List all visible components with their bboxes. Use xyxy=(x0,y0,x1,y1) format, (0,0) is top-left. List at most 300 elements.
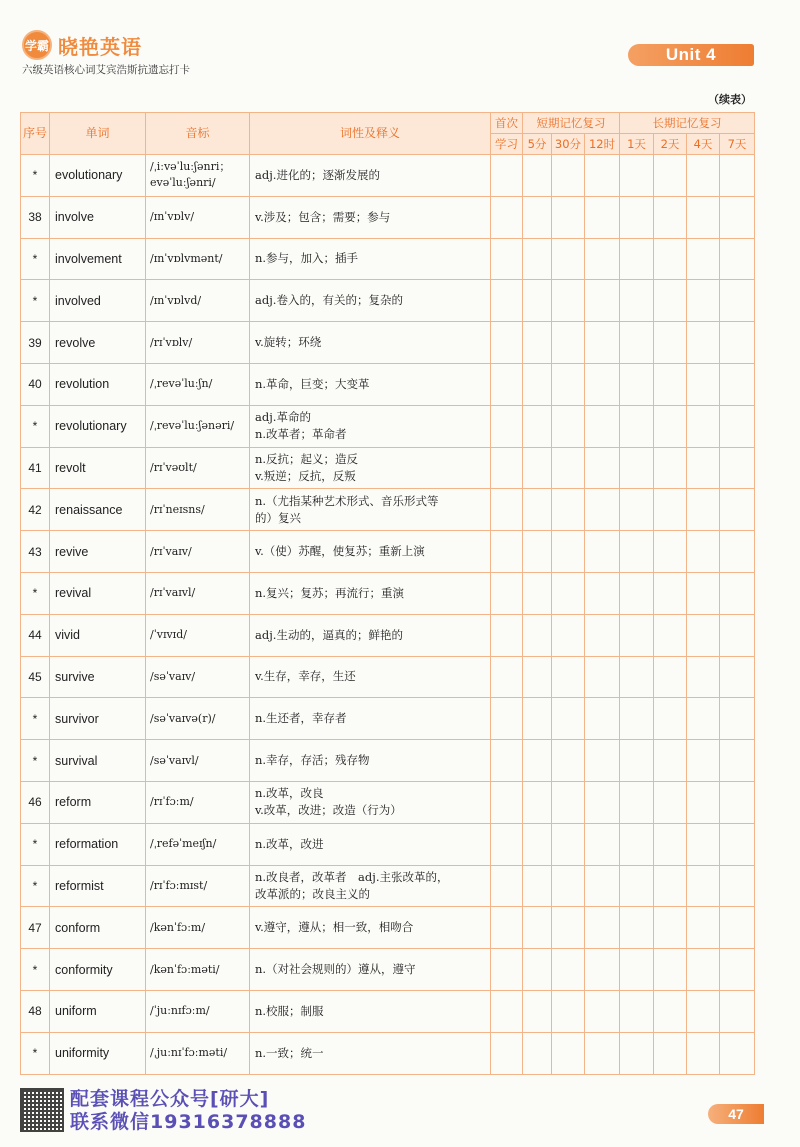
table-row xyxy=(21,238,755,280)
review-checkbox-cell[interactable] xyxy=(523,781,552,823)
row-phonetic xyxy=(146,907,250,949)
phonetic-line: /ˈvɪvɪd/ xyxy=(150,628,187,642)
footer-promo xyxy=(70,1088,306,1134)
brand-logo: 学霸 xyxy=(22,30,52,60)
row-definition xyxy=(250,1032,491,1074)
row-number: * xyxy=(21,238,50,280)
review-checkbox-cell[interactable] xyxy=(720,823,755,865)
review-checkbox-cell[interactable] xyxy=(687,531,720,573)
review-checkbox-cell[interactable] xyxy=(654,572,687,614)
review-checkbox-cell[interactable] xyxy=(720,322,755,364)
header-long-col: 7天 xyxy=(720,134,755,155)
review-checkbox-cell[interactable] xyxy=(523,489,552,531)
review-checkbox-cell[interactable] xyxy=(720,614,755,656)
review-checkbox-cell[interactable] xyxy=(687,865,720,907)
table-row xyxy=(21,740,755,782)
review-checkbox-cell[interactable] xyxy=(523,907,552,949)
row-definition xyxy=(250,740,491,782)
phonetic-line: /rɪˈfɔːm/ xyxy=(150,795,194,809)
phonetic-line: /ˈjuːnɪfɔːm/ xyxy=(150,1004,210,1018)
row-phonetic xyxy=(146,405,250,447)
review-checkbox-cell[interactable] xyxy=(654,196,687,238)
row-definition xyxy=(250,531,491,573)
review-checkbox-cell[interactable] xyxy=(552,740,585,782)
review-checkbox-cell[interactable] xyxy=(523,823,552,865)
row-number: * xyxy=(21,865,50,907)
row-number: * xyxy=(21,155,50,197)
review-checkbox-cell[interactable] xyxy=(620,572,654,614)
row-definition xyxy=(250,572,491,614)
table-row xyxy=(21,614,755,656)
table-row xyxy=(21,531,755,573)
review-checkbox-cell[interactable] xyxy=(523,698,552,740)
review-checkbox-cell[interactable] xyxy=(620,949,654,991)
review-checkbox-cell[interactable] xyxy=(620,907,654,949)
review-checkbox-cell[interactable] xyxy=(552,990,585,1032)
review-checkbox-cell[interactable] xyxy=(585,489,620,531)
review-checkbox-cell[interactable] xyxy=(654,489,687,531)
header-short-col: 30分 xyxy=(552,134,585,155)
row-definition xyxy=(250,865,491,907)
review-checkbox-cell[interactable] xyxy=(585,322,620,364)
definition-line: 改革派的；改良主义的 xyxy=(255,886,370,901)
review-checkbox-cell[interactable] xyxy=(654,656,687,698)
row-word: involved xyxy=(50,280,146,322)
header-long-col: 4天 xyxy=(687,134,720,155)
phonetic-line: /ˌrevəˈluːʃn/ xyxy=(150,377,213,391)
review-checkbox-cell[interactable] xyxy=(552,698,585,740)
row-phonetic xyxy=(146,238,250,280)
review-checkbox-cell[interactable] xyxy=(687,823,720,865)
row-number: * xyxy=(21,280,50,322)
review-checkbox-cell[interactable] xyxy=(687,363,720,405)
row-phonetic xyxy=(146,614,250,656)
row-phonetic xyxy=(146,865,250,907)
row-definition xyxy=(250,238,491,280)
review-checkbox-cell[interactable] xyxy=(654,238,687,280)
review-checkbox-cell[interactable] xyxy=(491,990,523,1032)
review-checkbox-cell[interactable] xyxy=(585,990,620,1032)
review-checkbox-cell[interactable] xyxy=(654,781,687,823)
definition-line: n.参与，加入；插手 xyxy=(255,251,359,266)
review-checkbox-cell[interactable] xyxy=(523,1032,552,1074)
review-checkbox-cell[interactable] xyxy=(687,949,720,991)
review-checkbox-cell[interactable] xyxy=(585,238,620,280)
review-checkbox-cell[interactable] xyxy=(552,196,585,238)
review-checkbox-cell[interactable] xyxy=(523,949,552,991)
review-checkbox-cell[interactable] xyxy=(720,280,755,322)
review-checkbox-cell[interactable] xyxy=(654,280,687,322)
review-checkbox-cell[interactable] xyxy=(491,155,523,197)
review-checkbox-cell[interactable] xyxy=(523,990,552,1032)
review-checkbox-cell[interactable] xyxy=(552,363,585,405)
continued-note: （续表） xyxy=(708,93,752,106)
review-checkbox-cell[interactable] xyxy=(654,614,687,656)
row-word: involvement xyxy=(50,238,146,280)
phonetic-line: /səˈvaɪvə(r)/ xyxy=(150,711,216,725)
review-checkbox-cell[interactable] xyxy=(552,405,585,447)
row-word: survival xyxy=(50,740,146,782)
row-definition xyxy=(250,614,491,656)
brand xyxy=(22,30,142,60)
header-long-col: 1天 xyxy=(620,134,654,155)
review-checkbox-cell[interactable] xyxy=(654,990,687,1032)
review-checkbox-cell[interactable] xyxy=(720,907,755,949)
review-checkbox-cell[interactable] xyxy=(491,614,523,656)
phonetic-line: /ˌrefəˈmeɪʃn/ xyxy=(150,837,217,851)
review-checkbox-cell[interactable] xyxy=(491,823,523,865)
review-checkbox-cell[interactable] xyxy=(687,405,720,447)
header-first-study-b: 学习 xyxy=(491,134,523,155)
review-checkbox-cell[interactable] xyxy=(687,196,720,238)
review-checkbox-cell[interactable] xyxy=(654,155,687,197)
review-checkbox-cell[interactable] xyxy=(523,405,552,447)
review-checkbox-cell[interactable] xyxy=(552,823,585,865)
review-checkbox-cell[interactable] xyxy=(687,907,720,949)
row-definition xyxy=(250,949,491,991)
review-checkbox-cell[interactable] xyxy=(720,572,755,614)
row-number: 44 xyxy=(21,614,50,656)
table-row xyxy=(21,990,755,1032)
review-checkbox-cell[interactable] xyxy=(720,447,755,489)
review-checkbox-cell[interactable] xyxy=(720,405,755,447)
phonetic-line: /ɪnˈvɒlv/ xyxy=(150,210,195,224)
table-row xyxy=(21,405,755,447)
review-checkbox-cell[interactable] xyxy=(552,865,585,907)
review-checkbox-cell[interactable] xyxy=(552,155,585,197)
row-word: revolutionary xyxy=(50,405,146,447)
review-checkbox-cell[interactable] xyxy=(491,405,523,447)
review-checkbox-cell[interactable] xyxy=(687,781,720,823)
row-number: 39 xyxy=(21,322,50,364)
review-checkbox-cell[interactable] xyxy=(687,322,720,364)
review-checkbox-cell[interactable] xyxy=(687,990,720,1032)
review-checkbox-cell[interactable] xyxy=(654,447,687,489)
review-checkbox-cell[interactable] xyxy=(491,572,523,614)
row-phonetic xyxy=(146,949,250,991)
review-checkbox-cell[interactable] xyxy=(687,572,720,614)
row-number: 47 xyxy=(21,907,50,949)
review-checkbox-cell[interactable] xyxy=(491,363,523,405)
row-word: revolve xyxy=(50,322,146,364)
review-checkbox-cell[interactable] xyxy=(720,155,755,197)
review-checkbox-cell[interactable] xyxy=(552,572,585,614)
review-checkbox-cell[interactable] xyxy=(654,949,687,991)
row-phonetic xyxy=(146,489,250,531)
review-checkbox-cell[interactable] xyxy=(687,698,720,740)
review-checkbox-cell[interactable] xyxy=(620,990,654,1032)
review-checkbox-cell[interactable] xyxy=(523,531,552,573)
review-checkbox-cell[interactable] xyxy=(491,322,523,364)
definition-line: n.校服；制服 xyxy=(255,1003,324,1018)
review-checkbox-cell[interactable] xyxy=(687,489,720,531)
row-phonetic xyxy=(146,155,250,197)
table-row xyxy=(21,363,755,405)
row-phonetic xyxy=(146,447,250,489)
row-definition xyxy=(250,447,491,489)
review-checkbox-cell[interactable] xyxy=(523,280,552,322)
review-checkbox-cell[interactable] xyxy=(720,1032,755,1074)
review-checkbox-cell[interactable] xyxy=(585,572,620,614)
header-word: 单词 xyxy=(50,113,146,155)
review-checkbox-cell[interactable] xyxy=(585,865,620,907)
review-checkbox-cell[interactable] xyxy=(720,656,755,698)
review-checkbox-cell[interactable] xyxy=(720,949,755,991)
table-row xyxy=(21,155,755,197)
review-checkbox-cell[interactable] xyxy=(654,865,687,907)
definition-line: n.（尤指某种艺术形式、音乐形式等 xyxy=(255,493,439,508)
row-phonetic xyxy=(146,196,250,238)
vocab-table xyxy=(20,112,755,1075)
footer-line-2: 联系微信19316378888 xyxy=(70,1111,307,1133)
phonetic-line: /kənˈfɔːməti/ xyxy=(150,962,220,976)
row-word: involve xyxy=(50,196,146,238)
header-long-col: 2天 xyxy=(654,134,687,155)
review-checkbox-cell[interactable] xyxy=(491,489,523,531)
review-checkbox-cell[interactable] xyxy=(552,781,585,823)
review-checkbox-cell[interactable] xyxy=(585,405,620,447)
phonetic-line: /rɪˈvɒlv/ xyxy=(150,335,193,349)
phonetic-line: /ɪnˈvɒlvmənt/ xyxy=(150,252,223,266)
review-checkbox-cell[interactable] xyxy=(620,489,654,531)
row-word: revolt xyxy=(50,447,146,489)
row-word: renaissance xyxy=(50,489,146,531)
definition-line: n.复兴；复苏；再流行；重演 xyxy=(255,585,405,600)
review-checkbox-cell[interactable] xyxy=(654,907,687,949)
table-row xyxy=(21,865,755,907)
review-checkbox-cell[interactable] xyxy=(552,907,585,949)
row-phonetic xyxy=(146,280,250,322)
row-number: 46 xyxy=(21,781,50,823)
review-checkbox-cell[interactable] xyxy=(654,740,687,782)
review-checkbox-cell[interactable] xyxy=(687,447,720,489)
row-word: reformist xyxy=(50,865,146,907)
phonetic-line: /rɪˈvaɪv/ xyxy=(150,544,192,558)
review-checkbox-cell[interactable] xyxy=(620,740,654,782)
review-checkbox-cell[interactable] xyxy=(491,907,523,949)
review-checkbox-cell[interactable] xyxy=(620,155,654,197)
review-checkbox-cell[interactable] xyxy=(491,865,523,907)
review-checkbox-cell[interactable] xyxy=(491,781,523,823)
row-number: * xyxy=(21,698,50,740)
review-checkbox-cell[interactable] xyxy=(491,238,523,280)
review-checkbox-cell[interactable] xyxy=(523,865,552,907)
review-checkbox-cell[interactable] xyxy=(523,656,552,698)
definition-line: v.（使）苏醒，使复苏；重新上演 xyxy=(255,543,425,558)
review-checkbox-cell[interactable] xyxy=(687,614,720,656)
review-checkbox-cell[interactable] xyxy=(585,823,620,865)
review-checkbox-cell[interactable] xyxy=(585,614,620,656)
review-checkbox-cell[interactable] xyxy=(491,280,523,322)
row-phonetic xyxy=(146,572,250,614)
review-checkbox-cell[interactable] xyxy=(687,155,720,197)
header-no: 序号 xyxy=(21,113,50,155)
review-checkbox-cell[interactable] xyxy=(585,280,620,322)
review-checkbox-cell[interactable] xyxy=(620,447,654,489)
review-checkbox-cell[interactable] xyxy=(491,698,523,740)
review-checkbox-cell[interactable] xyxy=(585,155,620,197)
review-checkbox-cell[interactable] xyxy=(585,781,620,823)
review-checkbox-cell[interactable] xyxy=(523,740,552,782)
review-checkbox-cell[interactable] xyxy=(523,363,552,405)
definition-line: n.幸存，存活；残存物 xyxy=(255,752,370,767)
footer-line-1: 配套课程公众号[研大] xyxy=(70,1088,270,1110)
review-checkbox-cell[interactable] xyxy=(620,196,654,238)
definition-line: 的）复兴 xyxy=(255,510,301,525)
review-checkbox-cell[interactable] xyxy=(620,531,654,573)
review-checkbox-cell[interactable] xyxy=(720,781,755,823)
review-checkbox-cell[interactable] xyxy=(552,489,585,531)
definition-line: v.叛逆；反抗，反叛 xyxy=(255,468,356,483)
review-checkbox-cell[interactable] xyxy=(552,1032,585,1074)
review-checkbox-cell[interactable] xyxy=(654,363,687,405)
review-checkbox-cell[interactable] xyxy=(620,322,654,364)
review-checkbox-cell[interactable] xyxy=(552,322,585,364)
review-checkbox-cell[interactable] xyxy=(491,447,523,489)
review-checkbox-cell[interactable] xyxy=(585,907,620,949)
row-number: * xyxy=(21,740,50,782)
row-phonetic xyxy=(146,823,250,865)
review-checkbox-cell[interactable] xyxy=(552,614,585,656)
definition-line: v.涉及；包含；需要；参与 xyxy=(255,209,391,224)
table-row xyxy=(21,656,755,698)
review-checkbox-cell[interactable] xyxy=(620,280,654,322)
review-checkbox-cell[interactable] xyxy=(552,949,585,991)
review-checkbox-cell[interactable] xyxy=(720,865,755,907)
phonetic-line: /kənˈfɔːm/ xyxy=(150,920,206,934)
definition-line: adj.卷入的，有关的；复杂的 xyxy=(255,293,403,308)
review-checkbox-cell[interactable] xyxy=(552,447,585,489)
review-checkbox-cell[interactable] xyxy=(687,740,720,782)
review-checkbox-cell[interactable] xyxy=(491,196,523,238)
review-checkbox-cell[interactable] xyxy=(654,531,687,573)
row-definition xyxy=(250,823,491,865)
review-checkbox-cell[interactable] xyxy=(687,238,720,280)
review-checkbox-cell[interactable] xyxy=(491,1032,523,1074)
row-definition xyxy=(250,781,491,823)
review-checkbox-cell[interactable] xyxy=(585,363,620,405)
review-checkbox-cell[interactable] xyxy=(620,781,654,823)
review-checkbox-cell[interactable] xyxy=(654,823,687,865)
table-row xyxy=(21,572,755,614)
review-checkbox-cell[interactable] xyxy=(523,447,552,489)
review-checkbox-cell[interactable] xyxy=(552,238,585,280)
table-row xyxy=(21,698,755,740)
review-checkbox-cell[interactable] xyxy=(620,823,654,865)
phonetic-line: /ˌrevəˈluːʃənəri/ xyxy=(150,419,235,433)
row-definition xyxy=(250,363,491,405)
review-checkbox-cell[interactable] xyxy=(552,280,585,322)
table-row xyxy=(21,196,755,238)
review-checkbox-cell[interactable] xyxy=(585,1032,620,1074)
row-phonetic xyxy=(146,531,250,573)
review-checkbox-cell[interactable] xyxy=(687,280,720,322)
review-checkbox-cell[interactable] xyxy=(585,447,620,489)
row-word: conformity xyxy=(50,949,146,991)
row-definition xyxy=(250,196,491,238)
review-checkbox-cell[interactable] xyxy=(585,656,620,698)
review-checkbox-cell[interactable] xyxy=(491,531,523,573)
review-checkbox-cell[interactable] xyxy=(654,1032,687,1074)
row-word: uniformity xyxy=(50,1032,146,1074)
review-checkbox-cell[interactable] xyxy=(654,405,687,447)
row-definition xyxy=(250,155,491,197)
review-checkbox-cell[interactable] xyxy=(687,1032,720,1074)
review-checkbox-cell[interactable] xyxy=(620,1032,654,1074)
review-checkbox-cell[interactable] xyxy=(523,155,552,197)
review-checkbox-cell[interactable] xyxy=(720,489,755,531)
row-definition xyxy=(250,280,491,322)
review-checkbox-cell[interactable] xyxy=(523,238,552,280)
row-number: 48 xyxy=(21,990,50,1032)
review-checkbox-cell[interactable] xyxy=(620,865,654,907)
review-checkbox-cell[interactable] xyxy=(523,196,552,238)
row-definition xyxy=(250,489,491,531)
review-checkbox-cell[interactable] xyxy=(585,740,620,782)
review-checkbox-cell[interactable] xyxy=(491,740,523,782)
review-checkbox-cell[interactable] xyxy=(585,698,620,740)
review-checkbox-cell[interactable] xyxy=(620,363,654,405)
row-definition xyxy=(250,322,491,364)
header-phonetic: 音标 xyxy=(146,113,250,155)
review-checkbox-cell[interactable] xyxy=(720,698,755,740)
review-checkbox-cell[interactable] xyxy=(654,322,687,364)
review-checkbox-cell[interactable] xyxy=(585,196,620,238)
review-checkbox-cell[interactable] xyxy=(720,740,755,782)
review-checkbox-cell[interactable] xyxy=(720,531,755,573)
review-checkbox-cell[interactable] xyxy=(620,698,654,740)
row-phonetic xyxy=(146,781,250,823)
definition-line: adj.进化的；逐渐发展的 xyxy=(255,167,380,182)
row-word: uniform xyxy=(50,990,146,1032)
review-checkbox-cell[interactable] xyxy=(620,238,654,280)
table-row xyxy=(21,823,755,865)
review-checkbox-cell[interactable] xyxy=(491,656,523,698)
review-checkbox-cell[interactable] xyxy=(720,990,755,1032)
unit-banner: Unit 4 xyxy=(628,44,754,66)
row-definition xyxy=(250,990,491,1032)
review-checkbox-cell[interactable] xyxy=(552,531,585,573)
row-phonetic xyxy=(146,990,250,1032)
review-checkbox-cell[interactable] xyxy=(720,196,755,238)
header-short-col: 12时 xyxy=(585,134,620,155)
review-checkbox-cell[interactable] xyxy=(720,238,755,280)
review-checkbox-cell[interactable] xyxy=(491,949,523,991)
review-checkbox-cell[interactable] xyxy=(523,572,552,614)
definition-line: adj.革命的 xyxy=(255,409,311,424)
review-checkbox-cell[interactable] xyxy=(552,656,585,698)
review-checkbox-cell[interactable] xyxy=(585,949,620,991)
table-row xyxy=(21,447,755,489)
row-phonetic xyxy=(146,698,250,740)
review-checkbox-cell[interactable] xyxy=(620,614,654,656)
row-definition xyxy=(250,698,491,740)
row-phonetic xyxy=(146,1032,250,1074)
review-checkbox-cell[interactable] xyxy=(620,656,654,698)
table-row xyxy=(21,1032,755,1074)
phonetic-line: /ɪnˈvɒlvd/ xyxy=(150,293,202,307)
definition-line: n.反抗；起义；造反 xyxy=(255,451,359,466)
review-checkbox-cell[interactable] xyxy=(687,656,720,698)
row-phonetic xyxy=(146,322,250,364)
review-checkbox-cell[interactable] xyxy=(523,322,552,364)
review-checkbox-cell[interactable] xyxy=(620,405,654,447)
review-checkbox-cell[interactable] xyxy=(523,614,552,656)
review-checkbox-cell[interactable] xyxy=(654,698,687,740)
review-checkbox-cell[interactable] xyxy=(720,363,755,405)
review-checkbox-cell[interactable] xyxy=(585,531,620,573)
definition-line: n.（对社会规则的）遵从，遵守 xyxy=(255,961,416,976)
